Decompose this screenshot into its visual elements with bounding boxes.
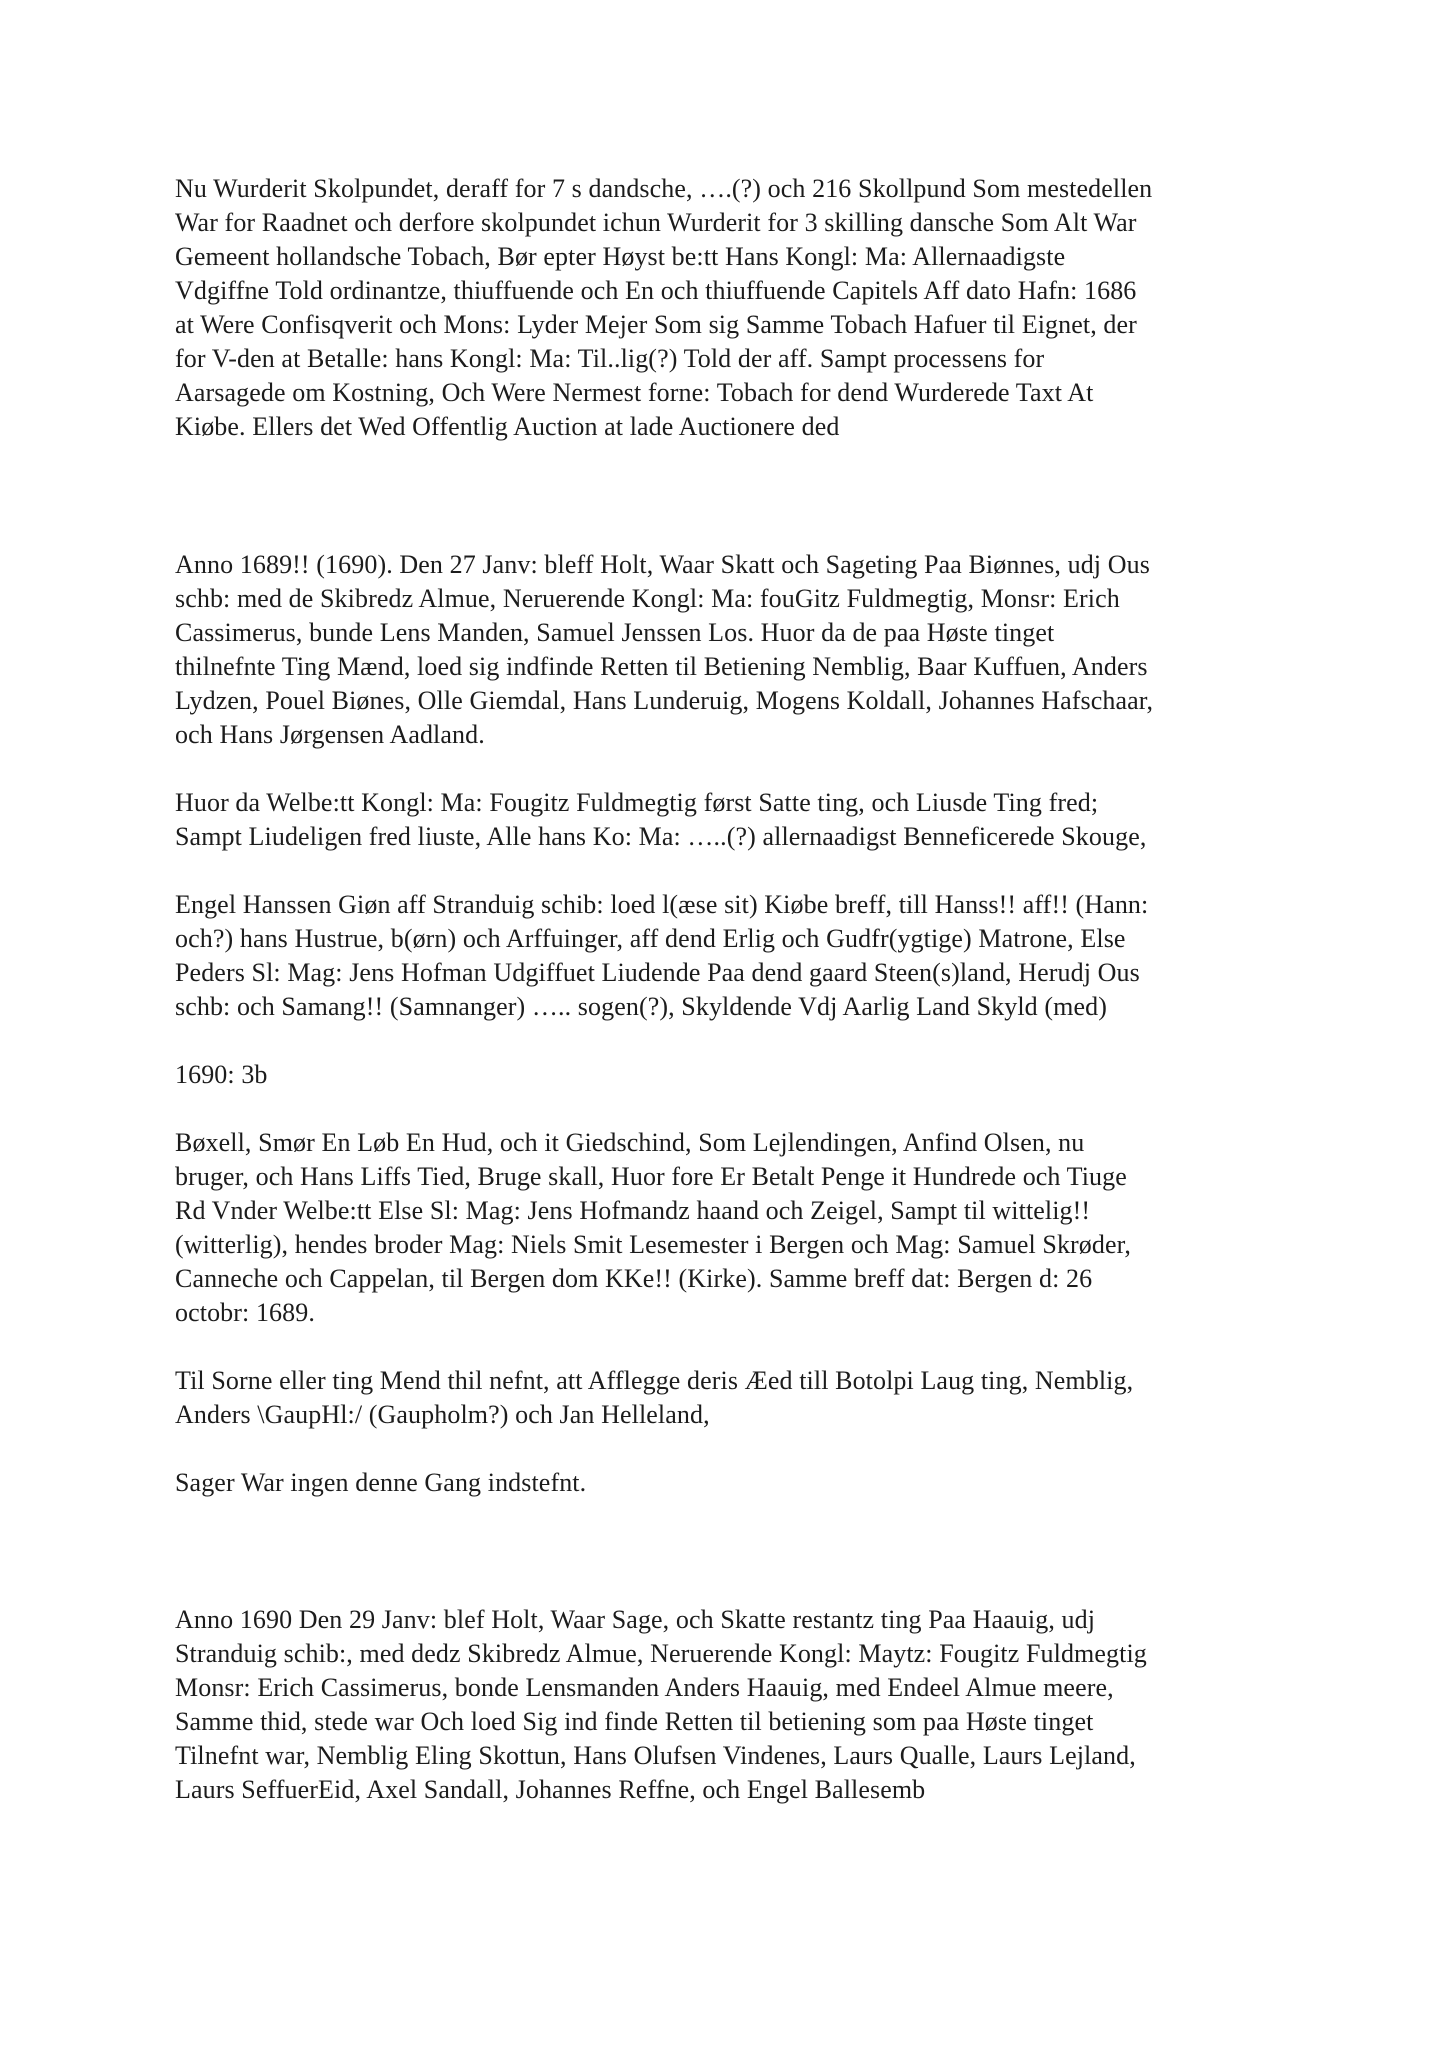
text-line: Vdgiffne Told ordinantze, thiuffuende och En och thiuffuende Capitels Aff dato Hafn: 1686 [175,276,1137,305]
text-line: for V-den at Betalle: hans Kongl: Ma: Til..lig(?) Told der aff. Sampt processens for [175,344,1045,373]
page-reference: 1690: 3b [175,1060,268,1089]
text-line: Huor da Welbe:tt Kongl: Ma: Fougitz Fuldmegtig først Satte ting, och Liusde Ting fred; [175,788,1099,817]
text-line: octobr: 1689. [175,1298,315,1327]
text-line: Monsr: Erich Cassimerus, bonde Lensmanden Anders Haauig, med Endeel Almue meere, [175,1673,1114,1702]
text-line: Anno 1689!! (1690). Den 27 Janv: bleff Holt, Waar Skatt och Sageting Paa Biønnes, udj Ous [175,550,1150,579]
text-line: Anno 1690 Den 29 Janv: blef Holt, Waar Sage, och Skatte restantz ting Paa Haauig, udj [175,1605,1096,1634]
text-line: (witterlig), hendes broder Mag: Niels Smit Lesemester i Bergen och Mag: Samuel Skrøder, [175,1230,1131,1259]
text-line: Sager War ingen denne Gang indstefnt. [175,1468,587,1497]
text-line: Cassimerus, bunde Lens Manden, Samuel Jenssen Los. Huor da de paa Høste tinget [175,618,1055,647]
text-line: Aarsagede om Kostning, Och Were Nermest forne: Tobach for dend Wurderede Taxt At [175,378,1094,407]
text-line: Kiøbe. Ellers det Wed Offentlig Auction at lade Auctionere ded [175,412,840,441]
text-line: Bøxell, Smør En Løb En Hud, och it Giedschind, Som Lejlendingen, Anfind Olsen, nu [175,1128,1085,1157]
text-line: at Were Confisqverit och Mons: Lyder Mejer Som sig Samme Tobach Hafuer til Eignet, der [175,310,1137,339]
text-line: War for Raadnet och derfore skolpundet ichun Wurderit for 3 skilling dansche Som Alt War [175,208,1137,237]
text-line: schb: med de Skibredz Almue, Neruerende Kongl: Ma: fouGitz Fuldmegtig, Monsr: Erich [175,584,1120,613]
text-line: Anders \GaupHl:/ (Gaupholm?) och Jan Helleland, [175,1400,710,1429]
text-line: Canneche och Cappelan, til Bergen dom KKe!! (Kirke). Samme breff dat: Bergen d: 26 [175,1264,1093,1293]
text-line: Samme thid, stede war Och loed Sig ind finde Retten til betiening som paa Høste tinget [175,1707,1094,1736]
text-line: Gemeent hollandsche Tobach, Bør epter Høyst be:tt Hans Kongl: Ma: Allernaadigste [175,242,1066,271]
text-line: Lydzen, Pouel Biønes, Olle Giemdal, Hans Lunderuig, Mogens Koldall, Johannes Hafschaar, [175,686,1154,715]
text-line: Rd Vnder Welbe:tt Else Sl: Mag: Jens Hofmandz haand och Zeigel, Sampt til wittelig!! [175,1196,1091,1225]
text-line: Sampt Liudeligen fred liuste, Alle hans Ko: Ma: …..(?) allernaadigst Benneficerede Skouge, [175,822,1147,851]
text-line: Engel Hanssen Giøn aff Stranduig schib: loed l(æse sit) Kiøbe breff, till Hanss!! aff!! (Hann: [175,890,1149,919]
text-line: och Hans Jørgensen Aadland. [175,720,485,749]
text-line: Tilnefnt war, Nemblig Eling Skottun, Hans Olufsen Vindenes, Laurs Qualle, Laurs Lejland, [175,1741,1136,1770]
text-line: Peders Sl: Mag: Jens Hofman Udgiffuet Liudende Paa dend gaard Steen(s)land, Herudj Ous [175,958,1140,987]
text-line: Nu Wurderit Skolpundet, deraff for 7 s dandsche, ….(?) och 216 Skollpund Som mestedellen [175,174,1153,203]
text-line: thilnefnte Ting Mænd, loed sig indfinde Retten til Betiening Nemblig, Baar Kuffuen, Anders [175,652,1148,681]
text-line: och?) hans Hustrue, b(ørn) och Arffuinger, aff dend Erlig och Gudfr(ygtige) Matrone, Else [175,924,1126,953]
text-line: Laurs SeffuerEid, Axel Sandall, Johannes Reffne, och Engel Ballesemb [175,1775,926,1804]
text-line: schb: och Samang!! (Samnanger) ….. sogen(?), Skyldende Vdj Aarlig Land Skyld (med) [175,992,1107,1021]
text-line: Til Sorne eller ting Mend thil nefnt, att Afflegge deris Æed till Botolpi Laug ting, Nemblig, [175,1366,1134,1395]
text-line: bruger, och Hans Liffs Tied, Bruge skall, Huor fore Er Betalt Penge it Hundrede och Tiuge [175,1162,1127,1191]
text-line: Stranduig schib:, med dedz Skibredz Almue, Neruerende Kongl: Maytz: Fougitz Fuldmegtig [175,1639,1147,1668]
